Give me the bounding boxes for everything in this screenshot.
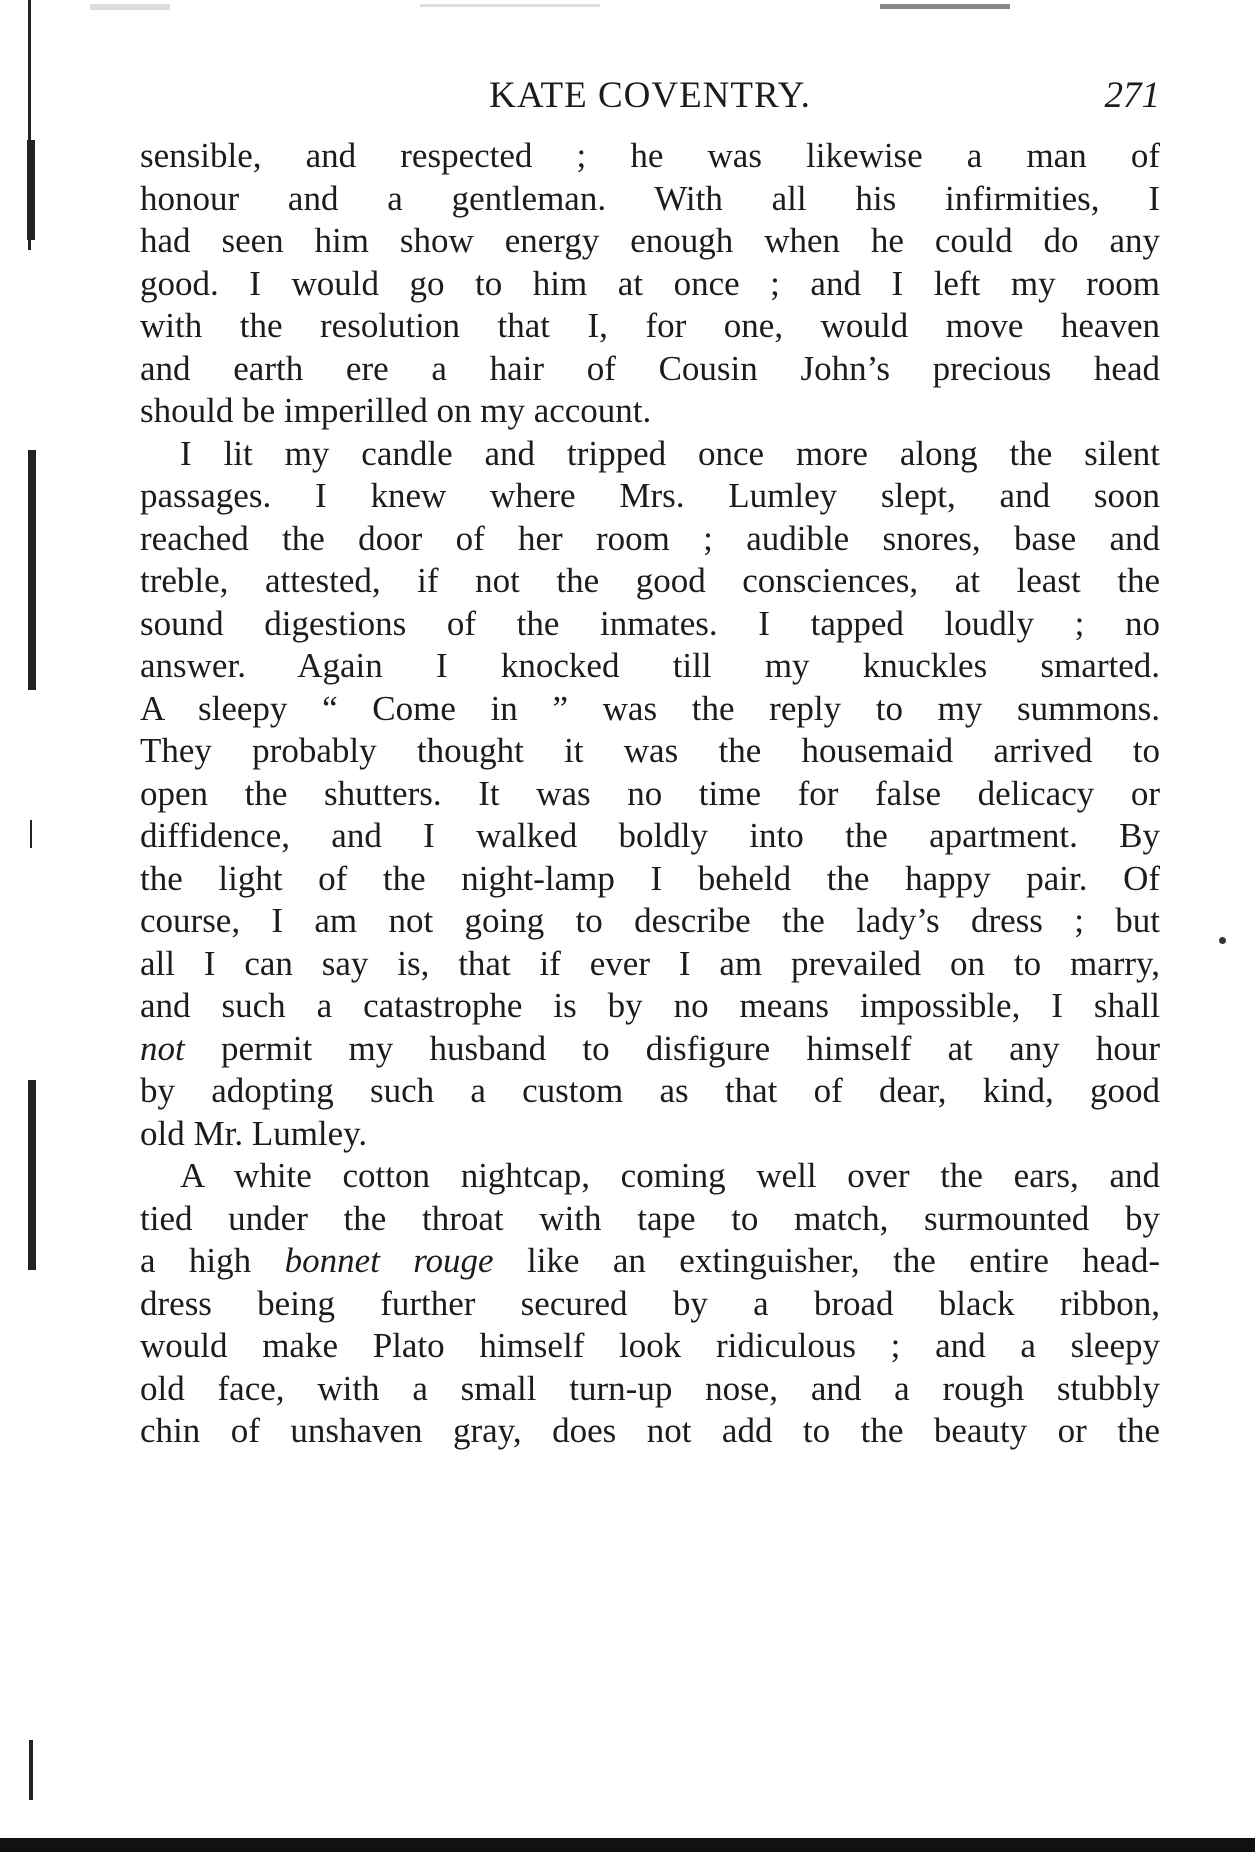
text-line: old face, with a small turn-up nose, and a rough stubbly (140, 1368, 1160, 1408)
scan-artifact-top (420, 4, 600, 7)
text-line: chin of unshaven gray, does not add to the beauty or the (140, 1411, 1160, 1450)
text-line: good. I would go to him at once ; and I left my room (140, 263, 1160, 303)
line-pre: a high (140, 1241, 285, 1280)
text-line: course, I am not going to describe the lady’s dress ; but (140, 901, 1160, 940)
bottom-rule (0, 1838, 1255, 1852)
text-line: should be imperilled on my account. (140, 391, 652, 430)
text-line: passages. I knew where Mrs. Lumley slept, and soon (140, 476, 1160, 515)
text-line: honour and a gentleman. With all his infirmities, I (140, 178, 1160, 218)
scan-artifact-top (90, 4, 170, 10)
text-line: answer. Again I knocked till my knuckles smarted. (140, 646, 1160, 685)
text-line: treble, attested, if not the good consciences, at least the (140, 561, 1160, 600)
line-rest: like an extinguisher, the entire head- (493, 1241, 1160, 1280)
text-line: and such a catastrophe is by no means impossible, I shall (140, 986, 1160, 1025)
emphasis: not (140, 1028, 185, 1068)
page-number: 271 (1104, 75, 1160, 116)
text-line (140, 1240, 1160, 1283)
text-line: A sleepy “ Come in ” was the reply to my summons. (140, 688, 1160, 728)
text-line: by adopting such a custom as that of dear, kind, good (140, 1071, 1160, 1110)
text-line: and earth ere a hair of Cousin John’s precious head (140, 348, 1160, 388)
text-line: I lit my candle and tripped once more along the silent (180, 433, 1160, 473)
line-rest: permit my husband to disfigure himself at any hour (184, 1028, 1160, 1068)
text-line: reached the door of her room ; audible snores, base and (140, 518, 1160, 558)
emphasis: bonnet rouge (284, 1241, 494, 1280)
text-line: sound digestions of the inmates. I tapped loudly ; no (140, 603, 1160, 643)
text-line: They probably thought it was the housemaid arrived to (140, 731, 1160, 770)
text-line: all I can say is, that if ever I am prevailed on to marry, (140, 943, 1160, 983)
page-header (140, 72, 1160, 122)
text-line: old Mr. Lumley. (140, 1113, 368, 1153)
text-line: A white cotton nightcap, coming well over the ears, and (180, 1156, 1160, 1195)
text-line: diffidence, and I walked boldly into the apartment. By (140, 816, 1160, 855)
scan-artifact-top (880, 4, 1010, 9)
text-line: would make Plato himself look ridiculous ; and a sleepy (140, 1326, 1160, 1365)
text-line: dress being further secured by a broad black ribbon, (140, 1283, 1160, 1323)
text-line (140, 1028, 1160, 1071)
text-line: with the resolution that I, for one, would move heaven (140, 306, 1160, 345)
text-line: open the shutters. It was no time for false delicacy or (140, 773, 1160, 813)
text-line: tied under the throat with tape to match, surmounted by (140, 1198, 1160, 1238)
text-line: the light of the night-lamp I beheld the happy pair. Of (140, 858, 1160, 898)
running-head: KATE COVENTRY. (489, 75, 811, 116)
text-line: sensible, and respected ; he was likewise a man of (140, 136, 1160, 175)
body-text (140, 135, 1160, 1453)
margin-dot (1219, 937, 1226, 944)
binding-edge (20, 0, 42, 1862)
text-line: had seen him show energy enough when he could do any (140, 221, 1160, 260)
